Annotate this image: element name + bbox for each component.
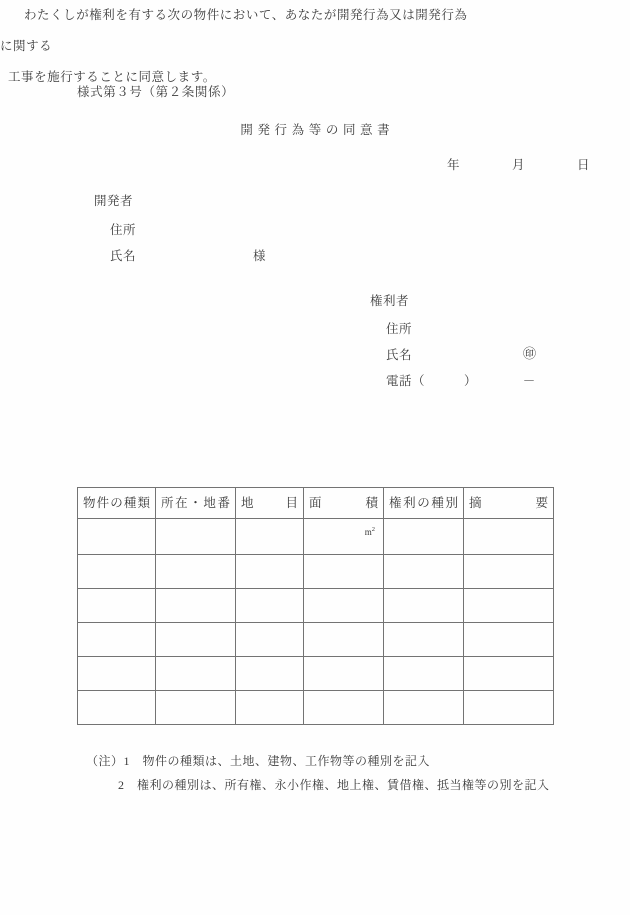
column-header-remarks: 摘要 <box>464 488 554 519</box>
cell-right-type[interactable] <box>384 623 464 657</box>
rights-holder-name-label: 氏名 <box>386 348 413 362</box>
cell-land-category[interactable] <box>236 519 304 555</box>
cell-remarks[interactable] <box>464 623 554 657</box>
table-row <box>78 519 554 555</box>
cell-right-type[interactable] <box>384 555 464 589</box>
cell-land-category[interactable] <box>236 623 304 657</box>
cell-area[interactable] <box>304 589 384 623</box>
table-body <box>78 519 554 725</box>
cell-land-category[interactable] <box>236 691 304 725</box>
cell-location-lot[interactable] <box>156 657 236 691</box>
cell-property-type[interactable] <box>78 589 156 623</box>
cell-land-category[interactable] <box>236 555 304 589</box>
cell-right-type[interactable] <box>384 691 464 725</box>
cell-remarks[interactable] <box>464 555 554 589</box>
table-row <box>78 623 554 657</box>
developer-honorific-label: 様 <box>253 249 266 263</box>
date-field-line: 年 月 日 <box>447 158 591 172</box>
cell-remarks[interactable] <box>464 657 554 691</box>
cell-land-category[interactable] <box>236 589 304 623</box>
cell-property-type[interactable] <box>78 623 156 657</box>
note-item-1: （注）1 物件の種類は、土地、建物、工作物等の種別を記入 <box>86 754 431 768</box>
rights-holder-phone-label: 電話（ ） － <box>386 374 536 388</box>
cell-right-type[interactable] <box>384 519 464 555</box>
developer-address-label: 住所 <box>110 223 137 237</box>
cell-remarks[interactable] <box>464 589 554 623</box>
document-title: 開発行為等の同意書 <box>240 123 395 137</box>
cell-remarks[interactable] <box>464 691 554 725</box>
unit-symbol: m <box>364 527 372 537</box>
cell-right-type[interactable] <box>384 657 464 691</box>
table-header-row <box>78 488 554 519</box>
form-number: 様式第３号（第２条関係） <box>77 85 235 99</box>
table-row <box>78 555 554 589</box>
cell-location-lot[interactable] <box>156 555 236 589</box>
cell-land-category[interactable] <box>236 657 304 691</box>
cell-location-lot[interactable] <box>156 589 236 623</box>
cell-property-type[interactable] <box>78 691 156 725</box>
cell-area[interactable] <box>304 657 384 691</box>
cell-remarks[interactable] <box>464 519 554 555</box>
cell-right-type[interactable] <box>384 589 464 623</box>
note-item-2: 2 権利の種別は、所有権、永小作権、地上権、賃借権、抵当権等の別を記入 <box>118 778 550 792</box>
column-header-area: 面積 <box>304 488 384 519</box>
cell-location-lot[interactable] <box>156 623 236 657</box>
developer-name-label: 氏名 <box>110 249 137 263</box>
rights-holder-address-label: 住所 <box>386 322 413 336</box>
square-meter-unit <box>365 528 375 537</box>
consent-statement-line-1: わたくしが権利を有する次の物件において、あなたが開発行為又は開発行為に関する <box>0 8 468 53</box>
cell-property-type[interactable] <box>78 657 156 691</box>
column-header-property-type: 物件の種類 <box>78 488 156 519</box>
cell-property-type[interactable] <box>78 555 156 589</box>
cell-area[interactable] <box>304 555 384 589</box>
column-header-land-category: 地目 <box>236 488 304 519</box>
cell-area[interactable] <box>304 519 384 555</box>
column-header-location-lot: 所在・地番 <box>156 488 236 519</box>
cell-area[interactable] <box>304 691 384 725</box>
cell-location-lot[interactable] <box>156 519 236 555</box>
consent-statement <box>0 0 480 93</box>
consent-statement-line-2: 工事を施行することに同意します。 <box>8 70 216 84</box>
unit-exponent: 2 <box>371 526 375 533</box>
developer-section-label: 開発者 <box>94 194 134 208</box>
property-table <box>77 487 554 725</box>
table-row <box>78 657 554 691</box>
rights-holder-section-label: 権利者 <box>370 294 410 308</box>
cell-property-type[interactable] <box>78 519 156 555</box>
table-row <box>78 691 554 725</box>
column-header-right-type: 権利の種別 <box>384 488 464 519</box>
seal-stamp-icon: ㊞ <box>523 346 537 361</box>
cell-location-lot[interactable] <box>156 691 236 725</box>
table-row <box>78 589 554 623</box>
cell-area[interactable] <box>304 623 384 657</box>
